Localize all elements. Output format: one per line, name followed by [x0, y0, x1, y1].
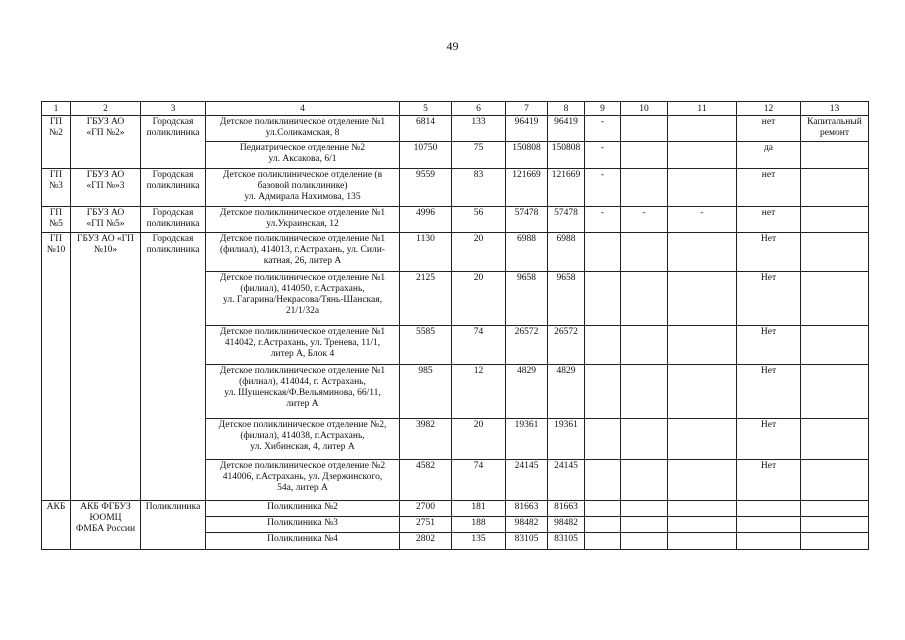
- column-11-cell: [668, 116, 737, 142]
- table-row: [42, 501, 869, 517]
- column-7-cell: 98482: [506, 517, 548, 533]
- column-8-cell: 19361: [548, 419, 585, 460]
- column-7-cell: 26572: [506, 326, 548, 365]
- header-cell: 4: [206, 102, 400, 116]
- department-address-cell: Детское поликлиническое отделение №1 (филиал), 414013, г.Астрахань, ул. Сили- катная, 26, литер А: [206, 233, 400, 272]
- column-9-cell: [585, 533, 621, 550]
- column-6-cell: 188: [452, 517, 506, 533]
- facility-type-cell: Городская поликлиника: [141, 169, 206, 207]
- table-body: [42, 116, 869, 550]
- column-6-cell: 74: [452, 460, 506, 501]
- column-8-cell: 81663: [548, 501, 585, 517]
- column-11-cell: [668, 460, 737, 501]
- column-5-cell: 985: [400, 365, 452, 419]
- column-9-cell: -: [585, 207, 621, 233]
- column-13-cell: [801, 460, 869, 501]
- column-10-cell: [621, 517, 668, 533]
- column-6-cell: 20: [452, 233, 506, 272]
- header-cell: 3: [141, 102, 206, 116]
- column-10-cell: -: [621, 207, 668, 233]
- column-5-cell: 2700: [400, 501, 452, 517]
- column-9-cell: [585, 517, 621, 533]
- column-13-cell: Капитальный ремонт: [801, 116, 869, 142]
- column-12-cell: нет: [737, 169, 801, 207]
- column-6-cell: 135: [452, 533, 506, 550]
- column-11-cell: [668, 365, 737, 419]
- column-10-cell: [621, 460, 668, 501]
- column-10-cell: [621, 501, 668, 517]
- header-cell: 1: [42, 102, 71, 116]
- header-cell: 9: [585, 102, 621, 116]
- organization-cell: ГБУЗ АО «ГП №10»: [71, 233, 141, 501]
- column-7-cell: 4829: [506, 365, 548, 419]
- column-9-cell: -: [585, 116, 621, 142]
- column-5-cell: 9559: [400, 169, 452, 207]
- column-7-cell: 9658: [506, 272, 548, 326]
- facility-type-cell: Поликлиника: [141, 501, 206, 550]
- facility-code-cell: АКБ: [42, 501, 71, 550]
- facility-code-cell: ГП №5: [42, 207, 71, 233]
- department-address-cell: Поликлиника №3: [206, 517, 400, 533]
- column-7-cell: 83105: [506, 533, 548, 550]
- column-7-cell: 57478: [506, 207, 548, 233]
- column-12-cell: Нет: [737, 272, 801, 326]
- column-8-cell: 6988: [548, 233, 585, 272]
- header-cell: 5: [400, 102, 452, 116]
- column-6-cell: 74: [452, 326, 506, 365]
- column-11-cell: [668, 517, 737, 533]
- table-row: [42, 169, 869, 207]
- header-cell: 12: [737, 102, 801, 116]
- column-13-cell: [801, 207, 869, 233]
- column-9-cell: -: [585, 169, 621, 207]
- column-11-cell: [668, 272, 737, 326]
- column-5-cell: 4582: [400, 460, 452, 501]
- department-address-cell: Детское поликлиническое отделение №1 (филиал), 414050, г.Астрахань, ул. Гагарина/Некрасова/Тянь-Шанская, 21/1/32а: [206, 272, 400, 326]
- column-11-cell: [668, 501, 737, 517]
- column-11-cell: [668, 419, 737, 460]
- column-9-cell: [585, 272, 621, 326]
- column-11-cell: [668, 326, 737, 365]
- column-12-cell: нет: [737, 116, 801, 142]
- column-8-cell: 4829: [548, 365, 585, 419]
- column-6-cell: 56: [452, 207, 506, 233]
- column-7-cell: 96419: [506, 116, 548, 142]
- column-9-cell: [585, 419, 621, 460]
- column-13-cell: [801, 169, 869, 207]
- column-13-cell: [801, 233, 869, 272]
- header-cell: 10: [621, 102, 668, 116]
- facility-type-cell: Городская поликлиника: [141, 207, 206, 233]
- column-7-cell: 19361: [506, 419, 548, 460]
- column-12-cell: Нет: [737, 419, 801, 460]
- column-10-cell: [621, 233, 668, 272]
- column-5-cell: 2125: [400, 272, 452, 326]
- column-8-cell: 150808: [548, 142, 585, 169]
- column-7-cell: 150808: [506, 142, 548, 169]
- table-row: [42, 116, 869, 142]
- department-address-cell: Поликлиника №4: [206, 533, 400, 550]
- column-9-cell: [585, 326, 621, 365]
- column-11-cell: -: [668, 207, 737, 233]
- column-10-cell: [621, 326, 668, 365]
- facility-code-cell: ГП №3: [42, 169, 71, 207]
- column-11-cell: [668, 233, 737, 272]
- facilities-table: [41, 101, 869, 550]
- column-13-cell: [801, 533, 869, 550]
- column-13-cell: [801, 419, 869, 460]
- column-6-cell: 20: [452, 419, 506, 460]
- column-8-cell: 98482: [548, 517, 585, 533]
- department-address-cell: Детское поликлиническое отделение (в базовой поликлинике) ул. Адмирала Нахимова, 135: [206, 169, 400, 207]
- column-9-cell: [585, 233, 621, 272]
- column-12-cell: Нет: [737, 326, 801, 365]
- column-9-cell: -: [585, 142, 621, 169]
- organization-cell: ГБУЗ АО «ГП №5»: [71, 207, 141, 233]
- department-address-cell: Детское поликлиническое отделение №1 ул.Соликамская, 8: [206, 116, 400, 142]
- header-cell: 6: [452, 102, 506, 116]
- header-cell: 11: [668, 102, 737, 116]
- column-8-cell: 96419: [548, 116, 585, 142]
- column-6-cell: 181: [452, 501, 506, 517]
- column-5-cell: 3982: [400, 419, 452, 460]
- organization-cell: АКБ ФГБУЗ ЮОМЦ ФМБА России: [71, 501, 141, 550]
- column-6-cell: 75: [452, 142, 506, 169]
- column-6-cell: 83: [452, 169, 506, 207]
- column-12-cell: [737, 533, 801, 550]
- facility-type-cell: Городская поликлиника: [141, 233, 206, 501]
- column-12-cell: Нет: [737, 365, 801, 419]
- column-8-cell: 9658: [548, 272, 585, 326]
- column-8-cell: 83105: [548, 533, 585, 550]
- department-address-cell: Детское поликлиническое отделение №2, (филиал), 414038, г.Астрахань, ул. Хибинская, 4, литер А: [206, 419, 400, 460]
- department-address-cell: Поликлиника №2: [206, 501, 400, 517]
- department-address-cell: Детское поликлиническое отделение №1 ул.Украинская, 12: [206, 207, 400, 233]
- header-cell: 8: [548, 102, 585, 116]
- column-12-cell: Нет: [737, 233, 801, 272]
- column-12-cell: да: [737, 142, 801, 169]
- column-7-cell: 6988: [506, 233, 548, 272]
- header-row: [42, 102, 869, 116]
- column-12-cell: Нет: [737, 460, 801, 501]
- column-5-cell: 4996: [400, 207, 452, 233]
- column-6-cell: 20: [452, 272, 506, 326]
- column-13-cell: [801, 326, 869, 365]
- column-9-cell: [585, 460, 621, 501]
- organization-cell: ГБУЗ АО «ГП №2»: [71, 116, 141, 169]
- column-5-cell: 2802: [400, 533, 452, 550]
- column-10-cell: [621, 272, 668, 326]
- column-10-cell: [621, 116, 668, 142]
- column-9-cell: [585, 365, 621, 419]
- header-cell: 2: [71, 102, 141, 116]
- column-13-cell: [801, 517, 869, 533]
- column-10-cell: [621, 419, 668, 460]
- facility-code-cell: ГП №10: [42, 233, 71, 501]
- column-13-cell: [801, 272, 869, 326]
- column-12-cell: [737, 501, 801, 517]
- column-13-cell: [801, 365, 869, 419]
- table-row: [42, 207, 869, 233]
- column-5-cell: 5585: [400, 326, 452, 365]
- column-7-cell: 24145: [506, 460, 548, 501]
- column-5-cell: 2751: [400, 517, 452, 533]
- organization-cell: ГБУЗ АО «ГП №»3: [71, 169, 141, 207]
- department-address-cell: Детское поликлиническое отделение №2 414006, г.Астрахань, ул. Дзержинского, 54а, литер А: [206, 460, 400, 501]
- column-13-cell: [801, 142, 869, 169]
- column-11-cell: [668, 533, 737, 550]
- department-address-cell: Детское поликлиническое отделение №1 414042, г.Астрахань, ул. Тренева, 11/1, литер А, Блок 4: [206, 326, 400, 365]
- column-11-cell: [668, 142, 737, 169]
- column-7-cell: 81663: [506, 501, 548, 517]
- column-9-cell: [585, 501, 621, 517]
- column-13-cell: [801, 501, 869, 517]
- table-row: [42, 233, 869, 272]
- column-5-cell: 1130: [400, 233, 452, 272]
- column-7-cell: 121669: [506, 169, 548, 207]
- column-8-cell: 57478: [548, 207, 585, 233]
- column-8-cell: 26572: [548, 326, 585, 365]
- column-6-cell: 133: [452, 116, 506, 142]
- column-5-cell: 6814: [400, 116, 452, 142]
- page-number: 49: [446, 39, 459, 53]
- column-6-cell: 12: [452, 365, 506, 419]
- column-10-cell: [621, 142, 668, 169]
- column-11-cell: [668, 169, 737, 207]
- column-12-cell: нет: [737, 207, 801, 233]
- column-8-cell: 121669: [548, 169, 585, 207]
- column-5-cell: 10750: [400, 142, 452, 169]
- column-10-cell: [621, 169, 668, 207]
- header-cell: 13: [801, 102, 869, 116]
- department-address-cell: Детское поликлиническое отделение №1 (филиал), 414044, г. Астрахань, ул. Шушенская/Ф.Вельяминова, 66/11, литер А: [206, 365, 400, 419]
- column-8-cell: 24145: [548, 460, 585, 501]
- column-12-cell: [737, 517, 801, 533]
- facility-type-cell: Городская поликлиника: [141, 116, 206, 169]
- column-10-cell: [621, 533, 668, 550]
- department-address-cell: Педиатрическое отделение №2 ул. Аксакова, 6/1: [206, 142, 400, 169]
- column-10-cell: [621, 365, 668, 419]
- header-cell: 7: [506, 102, 548, 116]
- facility-code-cell: ГП №2: [42, 116, 71, 169]
